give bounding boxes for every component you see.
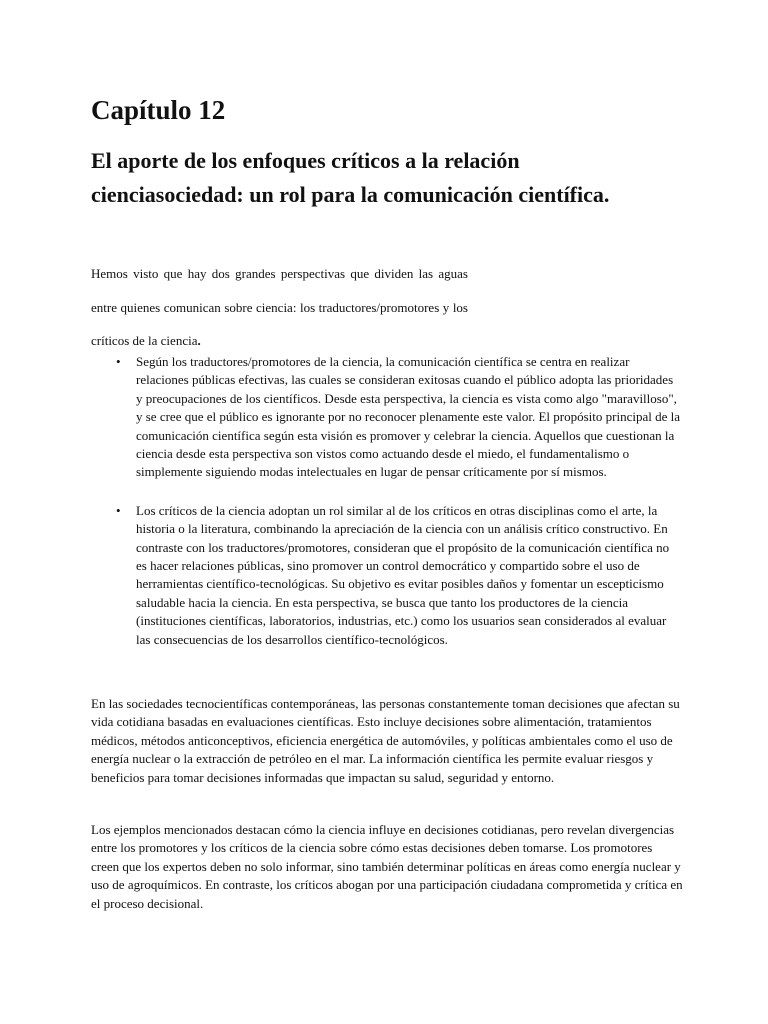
chapter-heading: Capítulo 12 — [91, 95, 226, 125]
body-paragraph-sociedades: En las sociedades tecnocientíficas contemporáneas, las personas constantemente toman decisiones que afectan su vida cotidiana basadas en evaluaciones científicas. Esto incluye decisiones sobre alimentación, tratamientos médicos, métodos anticonceptivos, eficiencia energética de automóviles, y políticas ambientales como el uso de energía nuclear o la extracción de petróleo en el mar. La información científica les permite evaluar riesgos y beneficios para tomar decisiones informadas que impactan su salud, seguridad y entorno. — [91, 696, 680, 785]
bullet-text: Según los traductores/promotores de la ciencia, la comunicación científica se centra en realizar relaciones públicas efectivas, las cuales se consideran exitosas cuando el público adopta las prioridades y preocupaciones de los científicos. Desde esta perspectiva, la ciencia es vista como algo "maravilloso", y se cree que el público es ignorante por no reconocer plenamente este valor. El propósito principal de la comunicación científica según esta visión es promover y celebrar la ciencia. Aquellos que cuestionan la ciencia desde esta perspectiva son vistos como actuando desde el miedo, el fundamentalismo o simplemente siguiendo modas intelectuales en lugar de pensar críticamente por sí mismos. — [136, 354, 680, 480]
intro-paragraph — [91, 257, 468, 358]
intro-text: Hemos visto que hay dos grandes perspectivas que dividen las aguas entre quienes comunican sobre ciencia: los traductores/promotores y los críticos de la ciencia — [91, 266, 468, 348]
bullet-item-promotores — [116, 353, 681, 482]
bullet-marker: • — [116, 502, 121, 518]
body-paragraph-ejemplos: Los ejemplos mencionados destacan cómo la ciencia influye en decisiones cotidianas, pero revelan divergencias entre los promotores y los críticos de la ciencia sobre cómo estas decisiones deben tomarse. Los promotores creen que los expertos deben no solo informar, sino también determinar políticas en áreas como energía nuclear y uso de agroquímicos. En contraste, los críticos abogan por una participación ciudadana comprometida y crítica en el proceso decisional. — [91, 822, 683, 911]
bullet-item-criticos — [116, 502, 681, 649]
bullet-list — [116, 353, 681, 669]
bullet-text: Los críticos de la ciencia adoptan un rol similar al de los críticos en otras disciplinas como el arte, la historia o la literatura, combinando la apreciación de la ciencia con un análisis crítico constructivo. En contraste con los traductores/promotores, consideran que el propósito de la comunicación científica no es hacer relaciones públicas, sino promover un control democrático y compartido sobre el uso de herramientas científico-tecnológicas. Su objetivo es evitar posibles daños y fomentar un escepticismo saludable hacia la ciencia. En esta perspectiva, se busca que tanto los productores de la ciencia (instituciones científicas, laboratorios, industrias, etc.) como los usuarios sean considerados al evaluar las consecuencias de los desarrollos científico-tecnológicos. — [136, 502, 670, 647]
intro-period: . — [197, 333, 201, 348]
bullet-marker: • — [116, 354, 121, 369]
chapter-title: El aporte de los enfoques críticos a la relación cienciasociedad: un rol para la comunicación científica. — [91, 148, 610, 207]
